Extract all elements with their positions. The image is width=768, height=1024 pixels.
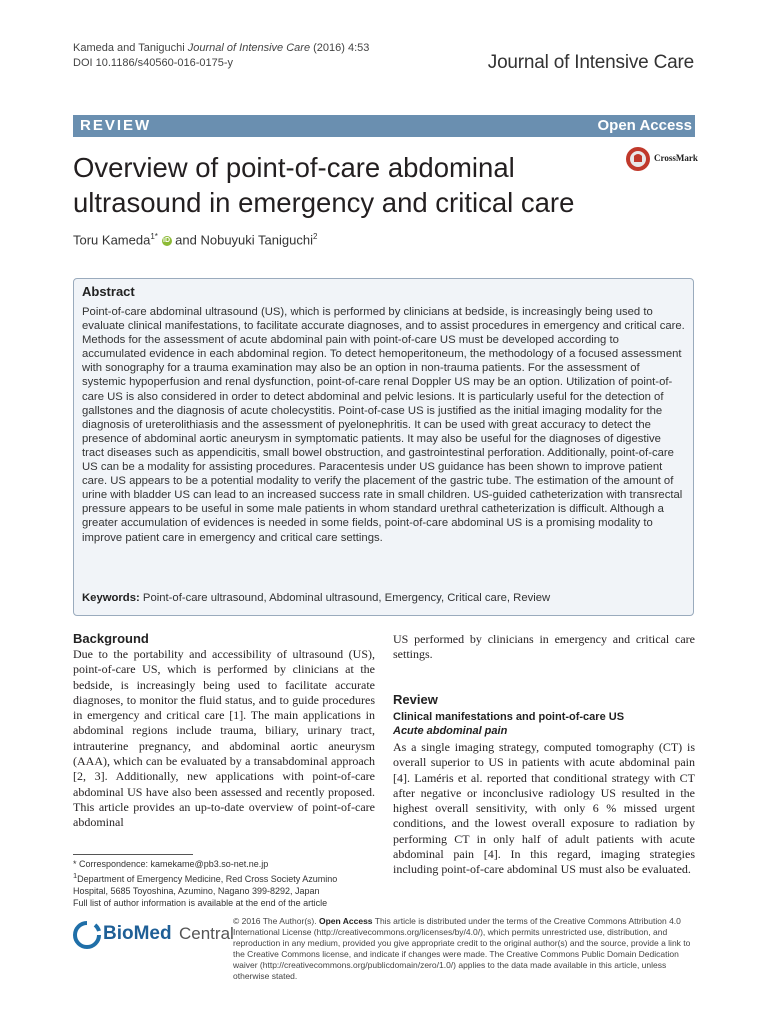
footnotes — [73, 858, 373, 909]
crossmark-icon — [625, 146, 651, 172]
license-text: © 2016 The Author(s). Open Access This article is distributed under the terms of the Creative Commons Attribution 4.0 International License (http://creativecommons.org/licenses/by/4.0/), which permits unrestricted use, distribution, and reproduction in any medium, provided you give appropriate credit to the original author(s) and the source, provide a link to the Creative Commons license, and indicate if changes were made. The Creative Commons Public Domain Dedication waiver (http://creativecommons.org/publicdomain/zero/1.0/) applies to the data made available in this article, unless otherwise stated. — [233, 916, 691, 981]
continuation-text: US performed by clinicians in emergency and critical care settings. — [393, 632, 695, 662]
review-text: As a single imaging strategy, computed tomography (CT) is overall superior to US in patients with acute abdominal pain [4]. Laméris et al. reported that conditional strategy with CT after negative or inconclusive radiology US resulted in the highest overall sensitivity, with only 6 % missed urgent conditions, and the lowest overall exposure to radiation by performing CT in only half of adult patients with acute abdominal pain [4]. In this regard, imaging strategies including point-of-care abdominal US must also be evaluated. — [393, 740, 695, 877]
logo-text-biomed: BioMed — [103, 923, 172, 944]
author-list — [73, 232, 317, 247]
correspondence[interactable]: * Correspondence: kamekame@pb3.so-net.ne.jp — [73, 859, 269, 869]
doi[interactable]: DOI 10.1186/s40560-016-0175-y — [73, 57, 234, 69]
biomed-central-logo-icon — [73, 921, 101, 949]
open-access-label: Open Access — [597, 117, 692, 134]
abstract-heading: Abstract — [82, 284, 135, 299]
keywords-label: Keywords: — [82, 592, 140, 604]
logo-text-central: Central — [179, 924, 234, 943]
article-type-label: REVIEW — [80, 117, 152, 134]
subsection-heading: Clinical manifestations and point-of-care US — [393, 711, 625, 723]
citation — [73, 41, 473, 71]
author-name[interactable]: Nobuyuki Taniguchi — [200, 232, 313, 248]
article-title: Overview of point-of-care abdominal ultrasound in emergency and critical care — [73, 152, 575, 218]
author-info-note: Full list of author information is available at the end of the article — [73, 898, 328, 908]
section-heading-background: Background — [73, 631, 149, 646]
author-sup: 1* — [150, 232, 158, 241]
author-sup: 2 — [312, 232, 318, 241]
license-open-access: Open Access — [318, 916, 373, 926]
background-text: Due to the portability and accessibility of ultrasound (US), point-of-care US, which is performed by clinicians at the bedside, is increasingly being used to facilitate accurate diagnoses, to monitor the fluid status, and to guide procedures in emergency and critical care [1]. The main applications in abdominal regions include trauma, biliary, urinary tract, intrauterine pregnancy, and abdominal aortic aneurysm (AAA), which can be evaluated by a transabdominal approach [2, 3]. Additionally, new applications with point-of-care abdominal US have also been assessed and recently proposed. This article provides an up-to-date overview of point-of-care abdominal — [73, 647, 375, 830]
subsubsection-heading: Acute abdominal pain — [393, 725, 508, 737]
crossmark-label: CrossMark — [654, 153, 698, 163]
citation-year-vol: (2016) 4:53 — [313, 42, 370, 54]
footnote-rule — [73, 854, 193, 855]
citation-authors: Kameda and Taniguchi — [73, 42, 185, 54]
orcid-icon[interactable]: iD — [163, 236, 171, 244]
publisher-logo[interactable] — [73, 918, 233, 952]
author-name[interactable]: Toru Kameda — [73, 232, 151, 248]
journal-name: Journal of Intensive Care — [487, 52, 694, 73]
section-heading-review: Review — [393, 692, 438, 707]
keywords-list: Point-of-care ultrasound, Abdominal ultrasound, Emergency, Critical care, Review — [142, 592, 551, 604]
keywords — [82, 592, 686, 604]
abstract-text: Point-of-care abdominal ultrasound (US), which is performed by clinicians at bedside, is increasingly being used to evaluate clinical manifestations, to facilitate accurate diagnoses, and to assist procedures in emergency and critical care. Methods for the assessment of acute abdominal pain with point-of-care US must be developed according to accumulated evidence in each abdominal region. To detect hemoperitoneum, the methodology of a focused assessment with sonography for a trauma examination may also be an option in non-trauma patients. For the assessment of systemic hypoperfusion and renal dysfunction, point-of-care renal Doppler US may be an option. Utilization of point-of-care US is also considered in order to detect abdominal and pelvic lesions. It is particularly useful for the detection of gallstones and the diagnosis of acute cholecystitis. Point-of-case US is justified as the initial imaging modality for the diagnosis of ureterolithiasis and the assessment of pyelonephritis. It can be used with great accuracy to detect the presence of abdominal aortic aneurysm in symptomatic patients. It may also be useful for the diagnoses of digestive tract diseases such as appendicitis, small bowel obstruction, and gastrointestinal perforation. Additionally, point-of-care US can be a modality for assisting procedures. Paracentesis under US guidance has been shown to improve patient care. US appears to be a potential modality to verify the placement of the gastric tube. The estimation of the amount of urine with bladder US can lead to an increased success rate in small children. US-guided catheterization with transrectal pressure appears to be useful in some male patients in whom standard urethral catheterization is difficult. Although a greater accumulation of evidences is needed in some fields, point-of-care abdominal US is a promising modality to improve patient care in emergency and critical care settings. — [82, 306, 685, 544]
author-conjunction: and — [175, 232, 197, 248]
affiliation: $^1$Department of Emergency Medicine, Red Cross Society Azumino Hospital, 5685 Toyoshina, Azumino, Nagano 399-8292, Japan — [73, 871, 338, 896]
crossmark-badge[interactable] — [625, 146, 715, 176]
citation-journal: Journal of Intensive Care — [187, 42, 311, 54]
